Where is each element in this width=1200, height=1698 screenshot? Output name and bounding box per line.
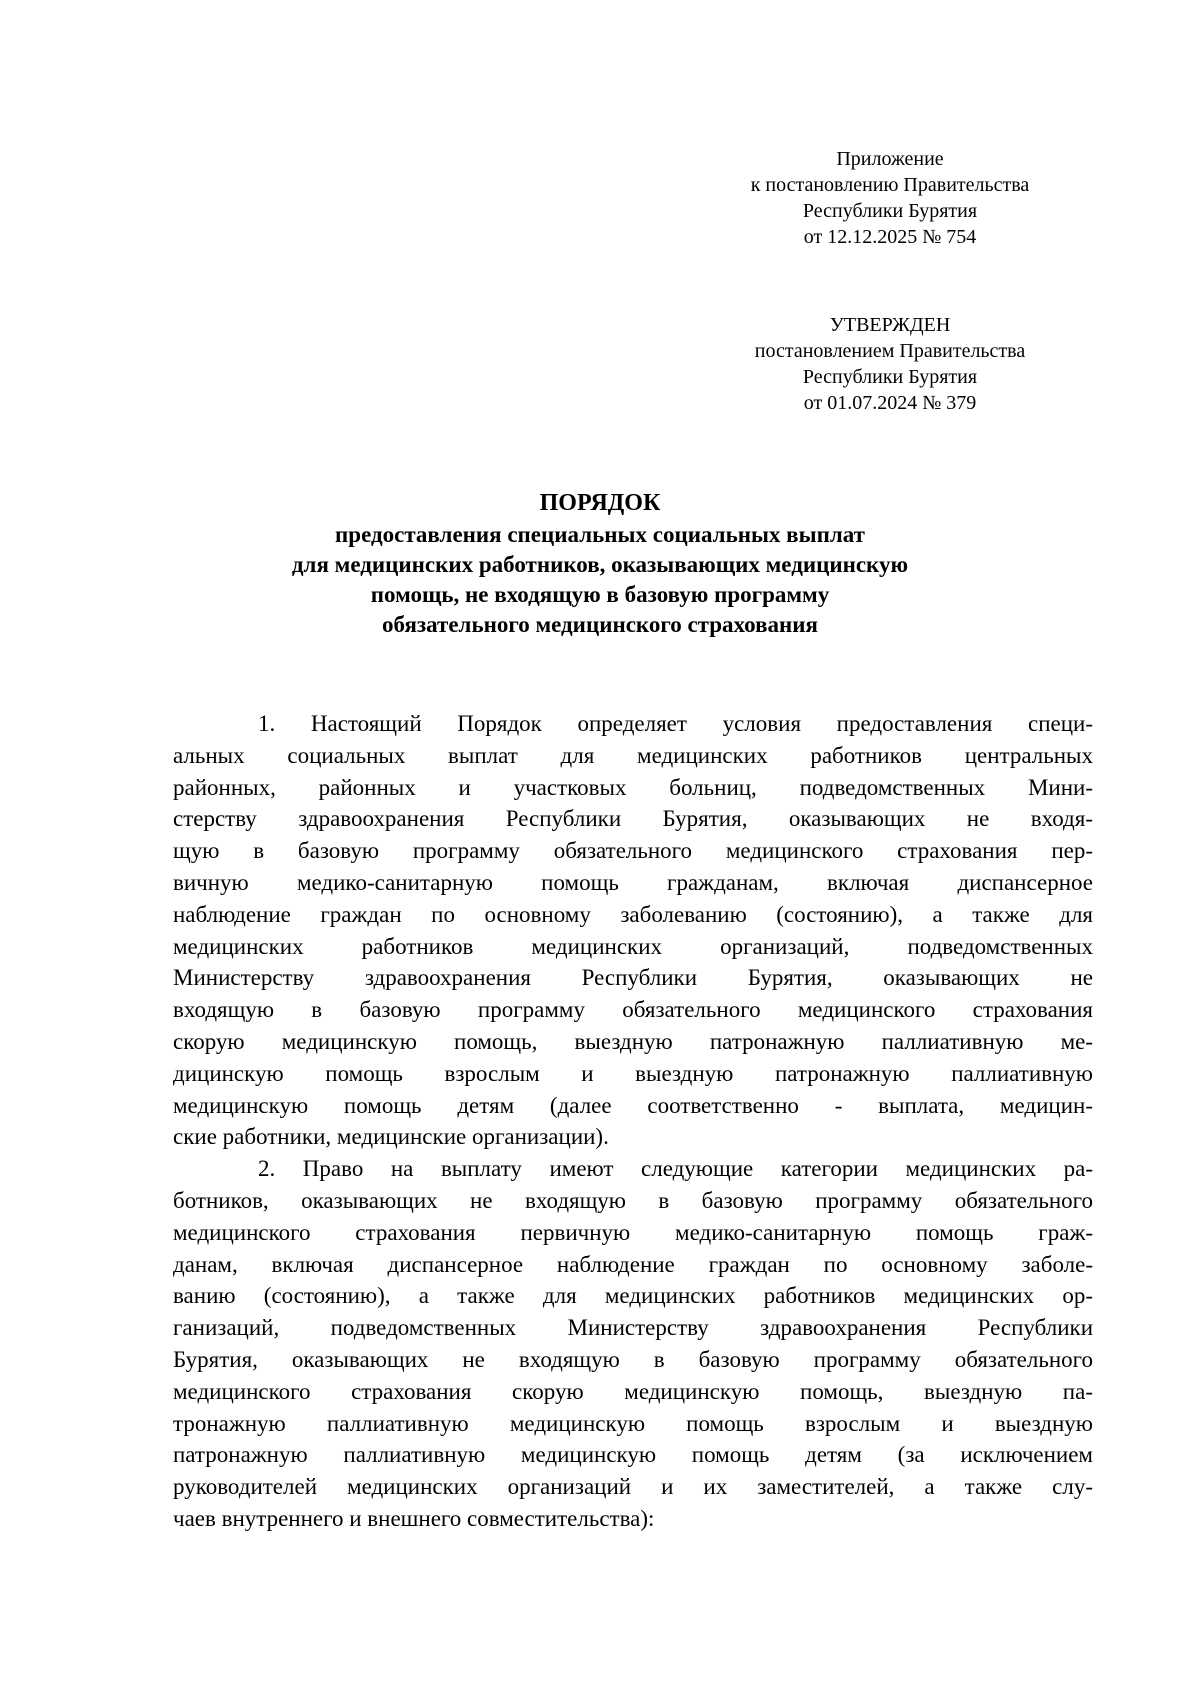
- title-line: для медицинских работников, оказывающих медицинскую: [291, 552, 909, 577]
- appendix-date-line: от 12.12.2025 № 754: [803, 226, 977, 248]
- paragraph-line: ботников, оказывающих не входящую в базовую программу обязательного: [173, 1187, 1093, 1213]
- approved-line: УТВЕРЖДЕН: [829, 314, 951, 336]
- paragraph-line: медицинского страхования первичную медико-санитарную помощь граж-: [173, 1219, 1093, 1245]
- paragraph-line: Министерству здравоохранения Республики Бурятия, оказывающих не: [173, 965, 1093, 991]
- paragraph-line: вичную медико-санитарную помощь гражданам, включая диспансерное: [173, 869, 1093, 895]
- paragraph-line: дицинскую помощь взрослым и выездную патронажную паллиативную: [173, 1060, 1093, 1086]
- paragraph-line: альных социальных выплат для медицинских работников центральных: [173, 742, 1093, 768]
- paragraph-line: данам, включая диспансерное наблюдение граждан по основному заболе-: [173, 1251, 1093, 1277]
- paragraph-line: медицинского страхования скорую медицинскую помощь, выездную па-: [173, 1378, 1093, 1404]
- paragraph-line: скорую медицинскую помощь, выездную патронажную паллиативную ме-: [173, 1028, 1093, 1054]
- paragraph-line: руководителей медицинских организаций и их заместителей, а также слу-: [173, 1474, 1093, 1500]
- paragraph-line: Бурятия, оказывающих не входящую в базовую программу обязательного: [173, 1346, 1093, 1372]
- paragraph-line: ганизаций, подведомственных Министерству здравоохранения Республики: [173, 1315, 1093, 1341]
- paragraph-line: ванию (состоянию), а также для медицинских работников медицинских ор-: [173, 1283, 1093, 1309]
- paragraph-line: тронажную паллиативную медицинскую помощь взрослым и выездную: [173, 1410, 1093, 1436]
- paragraph-line: 1. Настоящий Порядок определяет условия предоставления специ-: [258, 711, 1093, 736]
- paragraph-line: чаев внутреннего и внешнего совместительства):: [173, 1505, 655, 1531]
- paragraph-2: [173, 1153, 1093, 1535]
- title-line: обязательного медицинского страхования: [382, 612, 818, 637]
- approved-date-line: от 01.07.2024 № 379: [803, 392, 977, 414]
- paragraph-line: стерству здравоохранения Республики Бурятия, оказывающих не входя-: [173, 806, 1093, 832]
- approved-line: Республики Бурятия: [802, 366, 978, 388]
- paragraph-1: [173, 708, 1093, 1153]
- appendix-block: [690, 146, 1090, 250]
- title-line: предоставления специальных социальных выплат: [335, 522, 865, 547]
- approved-line: постановлением Правительства: [754, 340, 1026, 362]
- approved-block: [690, 312, 1090, 416]
- paragraph-line: наблюдение граждан по основному заболеванию (состоянию), а также для: [173, 901, 1093, 927]
- paragraph-line: медицинскую помощь детям (далее соответственно - выплата, медицин-: [173, 1092, 1093, 1118]
- document-body: [173, 708, 1093, 1535]
- paragraph-line: ские работники, медицинские организации).: [173, 1124, 609, 1150]
- document-title: [150, 488, 1050, 640]
- paragraph-line: входящую в базовую программу обязательного медицинского страхования: [173, 997, 1093, 1023]
- paragraph-line: районных, районных и участковых больниц, подведомственных Мини-: [173, 774, 1093, 800]
- appendix-line: к постановлению Правительства: [750, 174, 1030, 196]
- paragraph-line: щую в базовую программу обязательного медицинского страхования пер-: [173, 838, 1093, 864]
- appendix-line: Приложение: [836, 148, 944, 170]
- paragraph-line: 2. Право на выплату имеют следующие категории медицинских ра-: [258, 1156, 1093, 1182]
- title-line: помощь, не входящую в базовую программу: [370, 582, 830, 607]
- paragraph-line: медицинских работников медицинских организаций, подведомственных: [173, 933, 1093, 959]
- appendix-line: Республики Бурятия: [802, 200, 978, 222]
- title-heading: ПОРЯДОК: [539, 490, 661, 516]
- paragraph-line: патронажную паллиативную медицинскую помощь детям (за исключением: [173, 1442, 1093, 1468]
